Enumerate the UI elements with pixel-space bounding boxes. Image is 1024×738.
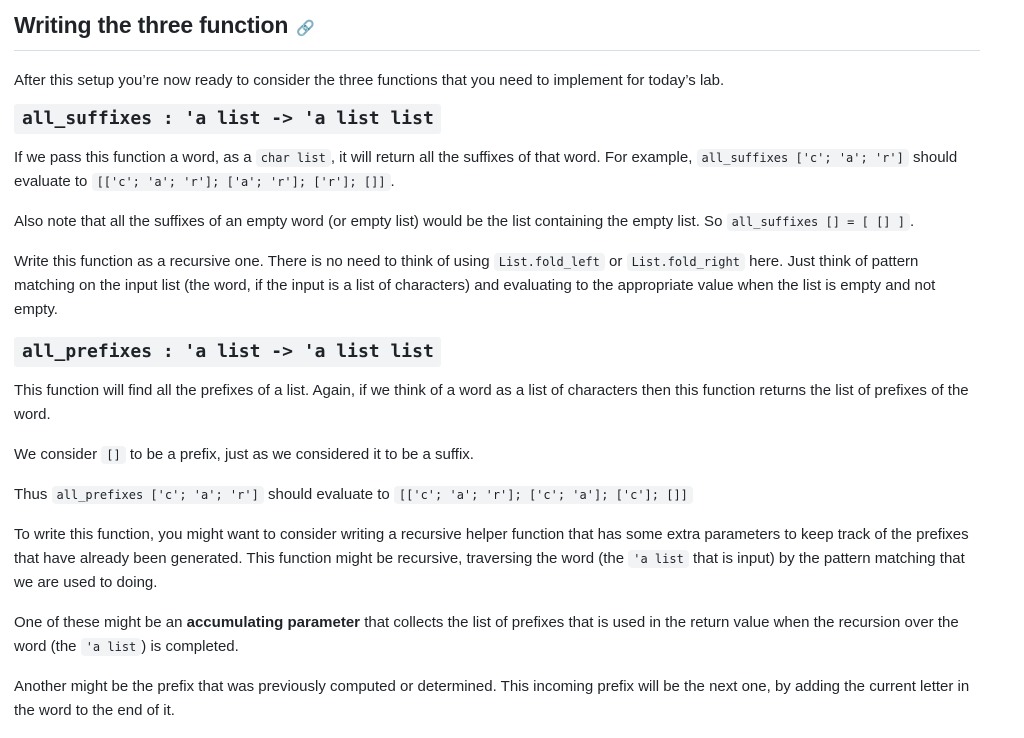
inline-code: [['c'; 'a'; 'r']; ['c'; 'a']; ['c']; []] <box>394 486 693 504</box>
inline-code: [] <box>101 446 125 464</box>
prefixes-paragraph-3: Thus all_prefixes ['c'; 'a'; 'r'] should evaluate to [['c'; 'a'; 'r']; ['c'; 'a']; ['c']; []] <box>14 483 980 507</box>
inline-code: 'a list <box>81 638 142 656</box>
link-icon[interactable]: 🔗 <box>296 20 315 37</box>
inline-code: 'a list <box>628 550 689 568</box>
inline-code: all_suffixes [] = [ [] ] <box>727 213 910 231</box>
inline-code: char list <box>256 149 331 167</box>
prefixes-paragraph-2: We consider [] to be a prefix, just as we considered it to be a suffix. <box>14 446 474 463</box>
inline-code: [['c'; 'a'; 'r']; ['a'; 'r']; ['r']; []] <box>92 173 391 191</box>
inline-code: List.fold_left <box>494 253 605 271</box>
prefixes-paragraph-5: One of these might be an accumulating parameter that collects the list of prefixes that is used in the return value when the recursion over the word (the 'a list ) is completed. <box>14 614 959 655</box>
prefixes-paragraph-1: This function will find all the prefixes of a list. Again, if we think of a word as a list of characters then this function returns the list of prefixes of the word. <box>14 382 969 423</box>
inline-code: List.fold_right <box>627 253 745 271</box>
all-prefixes-signature: all_prefixes : 'a list -> 'a list list <box>14 337 441 367</box>
heading-title: Writing the three function <box>14 12 289 38</box>
prefixes-paragraph-6: Another might be the prefix that was previously computed or determined. This incoming prefix will be the next one, by adding the current letter in the word to the end of it. <box>14 678 970 719</box>
intro-paragraph: After this setup you’re now ready to consider the three functions that you need to implement for today’s lab. <box>14 72 725 89</box>
emphasis-text: accumulating parameter <box>186 614 361 631</box>
suffixes-paragraph-1: If we pass this function a word, as a char list , it will return all the suffixes of that word. For example, all_suffixes ['c'; 'a'; 'r'] should evaluate to [['c'; 'a'; 'r']; ['a'; 'r']; ['r']; []] . <box>14 149 958 190</box>
section-heading <box>14 0 980 51</box>
all-suffixes-signature: all_suffixes : 'a list -> 'a list list <box>14 104 441 134</box>
suffixes-paragraph-3: Write this function as a recursive one. There is no need to think of using List.fold_left or List.fold_right here. Just think of pattern matching on the input list (the word, if the input is a list of characters) and evaluating to the appropriate value when the list is empty and not empty. <box>14 253 936 318</box>
inline-code: all_suffixes ['c'; 'a'; 'r'] <box>697 149 909 167</box>
prefixes-paragraph-4: To write this function, you might want to consider writing a recursive helper function that has some extra parameters to keep track of the prefixes that have already been generated. This function might be recursive, traversing the word (the 'a list that is input) by the pattern matching that we are used to doing. <box>14 526 969 591</box>
suffixes-paragraph-2: Also note that all the suffixes of an empty word (or empty list) would be the list containing the empty list. So all_suffixes [] = [ [] ] . <box>14 213 915 230</box>
inline-code: all_prefixes ['c'; 'a'; 'r'] <box>52 486 264 504</box>
